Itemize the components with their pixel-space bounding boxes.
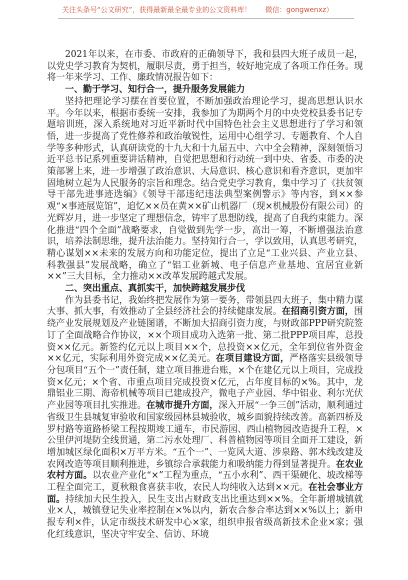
section-heading-1: 一、勤于学习、知行合一，提升服务发展能力 xyxy=(65,85,246,96)
project-construction-text: 严格落实县级领导分包项目“五个一”责任制，建立项目推进台账，×个在建亿元以上项目，完成投资×亿元；×个省、市重点项目完成投资×亿元，占年度目标的×%。其中，龙鼎铝业三期、海帝机械等项目已建成投产，微电子产业园、华中铝业、利尔光伏产业园等项目扎实推进。 xyxy=(47,354,363,412)
section-2-lead: 作为县委书记，我始终把发展作为第一要务，带领县四大班子，集中精力谋大事、抓大事，有效推动了全县经济社会的持续健康发展。 xyxy=(47,295,363,318)
investment-label: 在招商引资方面， xyxy=(281,307,354,318)
header-notice-text: 关注头条号“公文研究”，获得最新最全最专业的公文资料库！ xyxy=(62,6,252,14)
social-affairs-text: 持续加大民生投入，民生支出占财政支出比重达到××%。全年新增城镇就业×人，城镇登记失业率控制在×%以内，新农合参合率达到××%以上；新申报专利×件，认定市级技术研发中心×家，组织申报省级高新技术企业×家；强化红线意识，坚决守牢安全、信访、环境 xyxy=(47,494,363,540)
urban-improvement-text: 深入开展“一争三创”活动，顺利通过省级卫生县城复审验收和国家级园林县城验收，城乡面貌持续改善。高新四桥及罗村路等道路桥梁工程按期竣工通车，市民游园、西山植物园改造提升工程，×公里伊河堤防全线贯通，第二污水处理厂、科普植物园等项目全面开工建设，新增加城区绿化面积×万平方米。“五个一”、一览风大道、涉泉路、郭木线改建及农网改造等项目顺利推进，乡镇综合承载能力和吸纳能力得到显著提升。 xyxy=(47,401,363,470)
section-heading-2: 二、突出重点、真抓实干，加快跨越发展步伐 xyxy=(65,284,246,295)
urban-improvement-label: 在城市提升方面， xyxy=(146,401,219,412)
social-affairs-label: 在社会事业方面。 xyxy=(47,483,363,505)
agriculture-text: 以农业产业化“×”工程为重点，“五小水利”、西干渠硬化、坡改梯等工程全面完工，夏秋粮食喜获丰收，农民人均纯收入达到××元。 xyxy=(47,471,363,494)
header-divider xyxy=(58,18,354,19)
agriculture-label: 在农业农村方面。 xyxy=(47,459,363,482)
project-construction-label: 在项目建设方面， xyxy=(215,354,290,365)
investment-text: 围绕产业发展规划及产业链图谱，不断加大招商引资力度，与财政部PPP研究院签订了全面战略合作协议，××个项目成功入选第一批、第二批PPP项目库，总投资××亿元。新签约亿元以上项目××个，总投资××亿元，全年到位省外资金××亿元，实际利用外资完成××亿美元。 xyxy=(47,307,363,365)
header-notice xyxy=(62,6,352,15)
header-wechat-id: 微信：gongwenxz） xyxy=(265,6,334,14)
intro-paragraph: 2021年以来，在市委、市政府的正确领导下，我和县四大班子成员一起，以党史学习教育为契机，履职尽责，勇于担当，较好地完成了各项工作任务。现将一年来学习、工作、廉政情况报告如下： xyxy=(47,50,363,84)
document-body xyxy=(47,50,363,542)
section-body-2 xyxy=(47,296,363,542)
section-body-1: 坚持把理论学习摆在首要位置，不断加强政治理论学习，提高思想认识水平。今年以来，根据市委统一安排，我参加了为期两个月的中央党校县委书记专题培训班，深入系统地对习近平新时代中国特色社会主义思想进行了学习和领悟，进一步提高了党性修养和政治敏锐性，运用中心组学习、专题教育、个人自学等多种形式，认真研读党的十九大和十九届五中、六中全会精神，深刻领悟习近平总书记系列重要讲话精神，自觉把思想和行动统一到中央、省委、市委的决策部署上来，进一步增强了政治意识、大局意识、核心意识和看齐意识，更加牢固地树立起为人民服务的宗旨和理念。结合党史学习教育，集中学习了《扶贫领导干部先进事迹选编》《领导干部违纪违法典型案例警示》等内容，到××参观“×事迹展览馆”，追忆××员在黄××矿山机器厂（现×机械股份有限公司）的光辉岁月，进一步坚定了理想信念，铸牢了思想防线，提高了自我约束能力。深化推进“四个全面”战略要求，自觉做到先学一步，高出一筹，不断增强法治意识，培养法制思维，提升法治能力。坚持知行合一，学以致用，认真思考研究，精心谋划××未来的发展方向和功能定位，提出了立足“工业兴县、产业立县、科教强县”发展战略，确立了“铝工业新城、电子信息产业基地、宜居宜业新××”三大目标，全力推动××改革发展跨越式发展。 xyxy=(47,96,363,283)
